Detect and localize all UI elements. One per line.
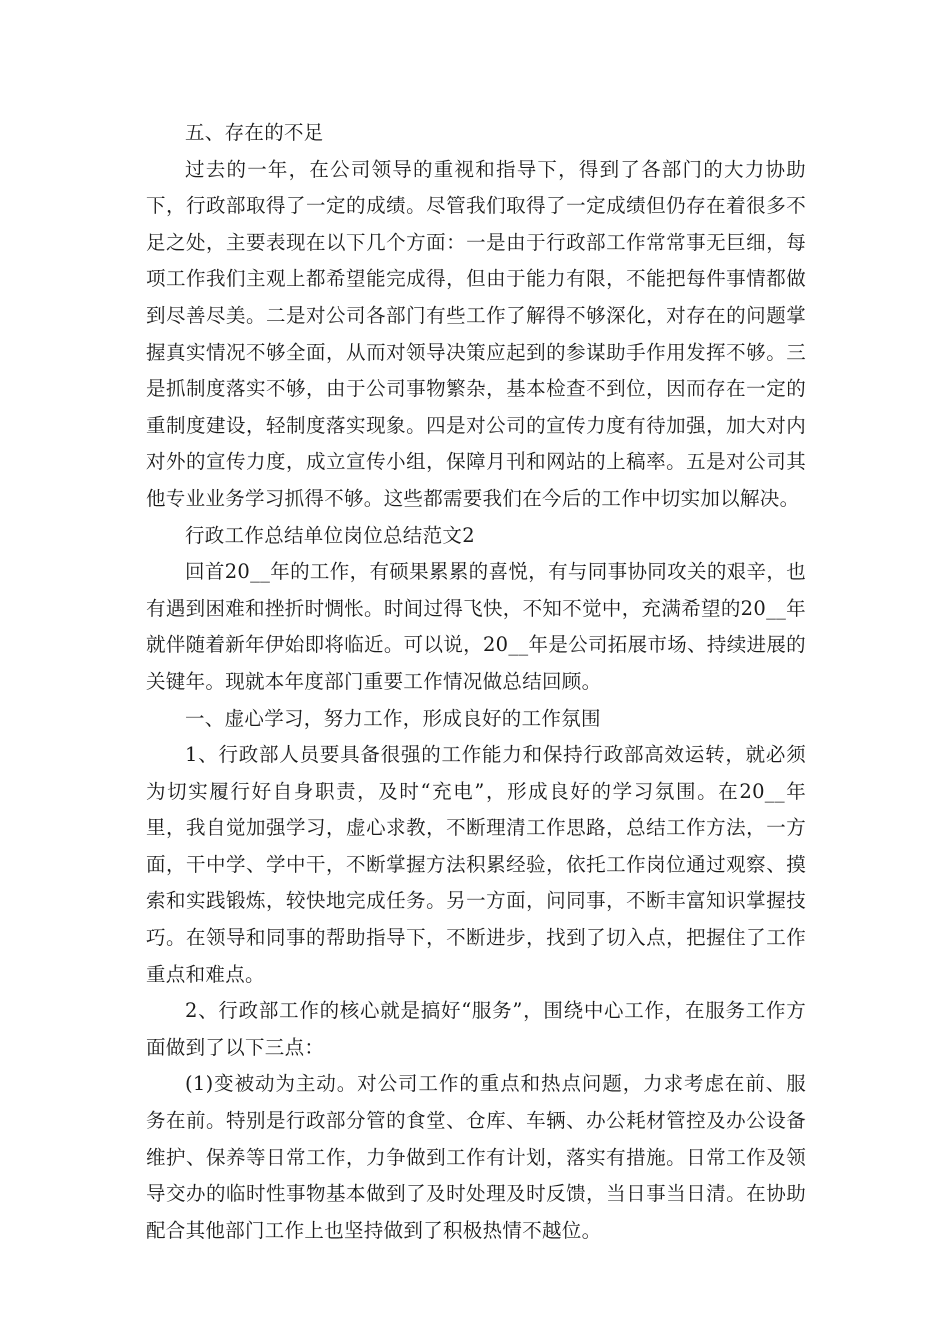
document-body [146,115,806,1249]
article-title-2: 行政工作总结单位岗位总结范文2 [185,523,475,547]
paragraph-subpoint-1: (1)变被动为主动。对公司工作的重点和热点问题，力求考虑在前、服务在前。特别是行政部分管的食堂、仓库、车辆、办公耗材管控及办公设备维护、保养等日常工作，力争做到工作有计划，落实有措施。日常工作及领导交办的临时性事物基本做到了及时处理及时反馈，当日事当日清。在协助配合其他部门工作上也坚持做到了积极热情不越位。 [146,1072,806,1242]
paragraph-review: 回首20__年的工作，有硕果累累的喜悦，有与同事协同攻关的艰辛，也有遇到困难和挫折时惆怅。时间过得飞快，不知不觉中，充满希望的20__年就伴随着新年伊始即将临近。可以说，20__年是公司拓展市场、持续进展的关键年。现就本年度部门重要工作情况做总结回顾。 [146,560,806,693]
paragraph-point-1: 1、行政部人员要具备很强的工作能力和保持行政部高效运转，就必须为切实履行好自身职责，及时“充电”，形成良好的学习氛围。在20__年里，我自觉加强学习，虚心求教，不断理清工作思路，总结工作方法，一方面，干中学、学中干，不断掌握方法积累经验，依托工作岗位通过观察、摸索和实践锻炼，较快地完成任务。另一方面，问同事，不断丰富知识掌握技巧。在领导和同事的帮助指导下，不断进步，找到了切入点，把握住了工作重点和难点。 [146,743,806,986]
paragraph-shortcomings: 过去的一年，在公司领导的重视和指导下，得到了各部门的大力协助下，行政部取得了一定的成绩。尽管我们取得了一定成绩但仍存在着很多不足之处，主要表现在以下几个方面：一是由于行政部工作常常事无巨细，每项工作我们主观上都希望能完成得，但由于能力有限，不能把每件事情都做到尽善尽美。二是对公司各部门有些工作了解得不够深化，对存在的问题掌握真实情况不够全面，从而对领导决策应起到的参谋助手作用发挥不够。三是抓制度落实不够，由于公司事物繁杂，基本检查不到位，因而存在一定的重制度建设，轻制度落实现象。四是对公司的宣传力度有待加强，加大对内对外的宣传力度，成立宣传小组，保障月刊和网站的上稿率。五是对公司其他专业业务学习抓得不够。这些都需要我们在今后的工作中切实加以解决。 [146,157,806,510]
section-heading-shortcomings: 五、存在的不足 [185,121,324,144]
section-heading-learning: 一、虚心学习，努力工作，形成良好的工作氛围 [185,706,601,730]
paragraph-point-2: 2、行政部工作的核心就是搞好“服务”，围绕中心工作，在服务工作方面做到了以下三点： [146,999,806,1059]
